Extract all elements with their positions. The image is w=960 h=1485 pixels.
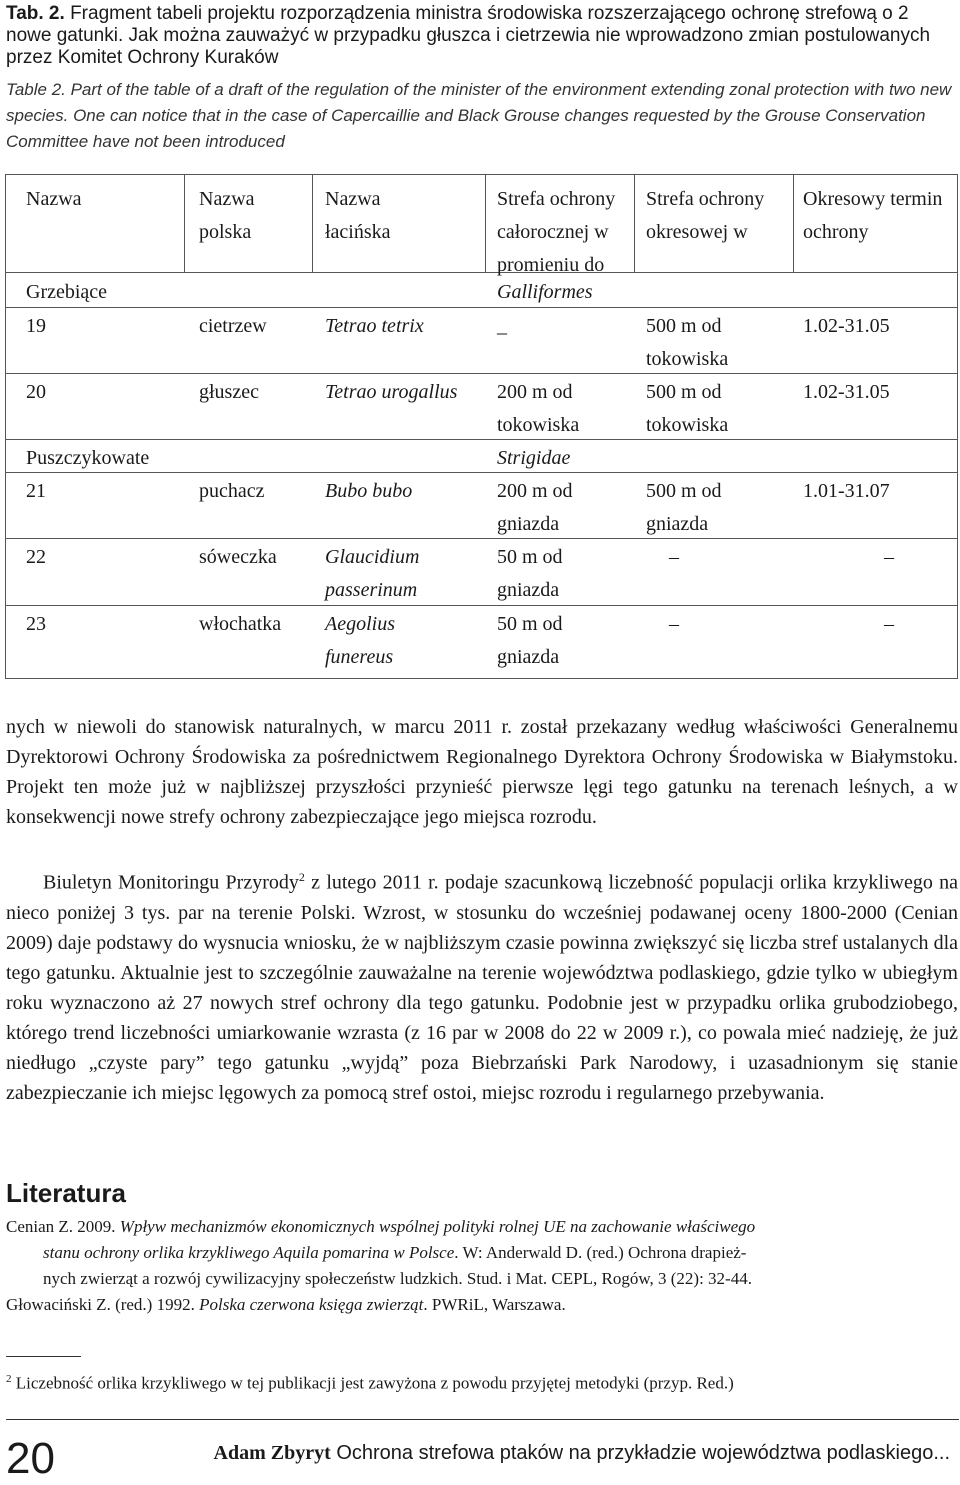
header-strefa-caloroczna: Strefa ochrony całorocznej w promieniu do (497, 188, 616, 276)
table-col-divider (634, 175, 635, 272)
group-name: Grzebiące (26, 281, 108, 303)
table-caption-label: Tab. 2. (6, 3, 65, 24)
footer-rule (6, 1419, 959, 1420)
species-polish: puchacz (199, 480, 265, 502)
footer-title: Ochrona strefowa ptaków na przykładzie województwa podlaskiego... (336, 1442, 950, 1464)
species-polish: głuszec (199, 381, 259, 403)
protection-term: – (884, 613, 894, 635)
species-latin: Aegolius funereus (325, 613, 395, 668)
header-nazwa-lacinska: Nazwa łacińska (325, 188, 391, 243)
zone-periodic: – (669, 613, 679, 635)
table-row-divider (6, 538, 957, 539)
table-caption-polish (6, 3, 958, 69)
zone-year-round: 50 m od gniazda (497, 546, 563, 601)
table-caption-english: Table 2. Part of the table of a draft of the regulation of the minister of the environment extending zonal protection with two new species. One can notice that in the case of Capercaillie and Black Grouse changes requested by the Grouse Conservation Committee have not been introduced (6, 80, 952, 151)
zone-periodic: – (669, 546, 679, 568)
table-row-divider (6, 373, 957, 374)
reference-entry: Głowaciński Z. (red.) 1992. Polska czerwona księga zwierząt. PWRiL, Warszawa. (6, 1295, 566, 1314)
row-number: 19 (26, 315, 46, 337)
table-col-divider (485, 175, 486, 272)
species-latin: Bubo bubo (325, 480, 413, 502)
header-nazwa-polska: Nazwa polska (199, 188, 255, 243)
footnote-ref: 2 (298, 870, 305, 884)
footer-author: Adam Zbyryt (213, 1442, 331, 1464)
footnote: $^2$ Liczebność orlika krzykliwego w tej publikacji jest zawyżona z powodu przyjętej metodyki (przyp. Red.) (6, 1373, 734, 1393)
group-latin: Galliformes (497, 281, 593, 303)
table-header-divider (6, 272, 957, 273)
table-row-divider (6, 439, 957, 440)
species-latin: Tetrao urogallus (325, 381, 458, 403)
reference-entry: Cenian Z. 2009. Wpływ mechanizmów ekonomicznych wspólnej polityki rolnej UE na zachowanie właściwego stanu ochrony orlika krzykliwego Aquila pomarina w Polsce. W: Anderwald D. (red.) Ochrona drapież- nych zwierząt a rozwój cywilizacyjny społeczeństw ludzkich. Stud. i Mat. CEPL, Rogów, 3 (22): 32-44. (6, 1217, 756, 1288)
table-caption-text: Fragment tabeli projektu rozporządzenia ministra środowiska rozszerzającego ochronę strefową o 2 nowe gatunki. Jak można zauważyć w przypadku głuszca i cietrzewia nie wprowadzono zmian postulowanych przez Komitet Ochrony Kuraków (6, 3, 931, 68)
regulation-table (5, 174, 958, 679)
zone-periodic: 500 m od gniazda (646, 480, 722, 535)
page-number: 20 (6, 1434, 55, 1483)
protection-term: – (884, 546, 894, 568)
zone-year-round: 50 m od gniazda (497, 613, 563, 668)
protection-term: 1.02-31.05 (803, 381, 890, 403)
footnote-rule (6, 1356, 81, 1357)
row-number: 22 (26, 546, 46, 568)
species-polish: cietrzew (199, 315, 267, 337)
table-row-divider (6, 307, 957, 308)
row-number: 20 (26, 381, 46, 403)
protection-term: 1.01-31.07 (803, 480, 890, 502)
group-latin: Strigidae (497, 447, 571, 469)
running-footer (214, 1442, 950, 1465)
species-latin: Tetrao tetrix (325, 315, 424, 337)
zone-year-round: 200 m od tokowiska (497, 381, 580, 436)
row-number: 21 (26, 480, 46, 502)
body-paragraph: nych w niewoli do stanowisk naturalnych, w marcu 2011 r. został przekazany według właściwości Generalnemu Dyrektorowi Ochrony Środowiska za pośrednictwem Regionalnego Dyrektora Ochrony Środowiska w Białymstoku. Projekt ten może już w najbliższej przyszłości przynieść pierwsze lęgi tego gatunku na terenach leśnych, a w konsekwencji nowe strefy ochrony zabezpieczające jego miejsca rozrodu. (6, 716, 958, 828)
header-nazwa: Nazwa (26, 188, 82, 210)
protection-term: 1.02-31.05 (803, 315, 890, 337)
body-paragraph: Biuletyn Monitoringu Przyrody$^2$ z lutego 2011 r. podaje szacunkową liczebność populacji orlika krzykliwego na nieco poniżej 3 tys. par na terenie Polski. Wzrost, w stosunku do wcześniej podawanej oceny 1800-2000 (Cenian 2009) daje podstawy do wysnucia wniosku, że w najbliższym czasie powinna zwiększyć się liczba stref ustalanych dla tego gatunku. Aktualnie jest to szczególnie zauważalne na terenie województwa podlaskiego, gdzie tylko w ubiegłym roku wyznaczono aż 27 nowych stref ochrony dla tego gatunku. Podobnie jest w przypadku orlika grubodziobego, którego trend liczebności umiarkowanie wzrasta (z 16 par w 2008 do 22 w 2009 r.), co powala mieć nadzieję, że już niedługo „czyste pary” tego gatunku „wyjdą” poza Biebrzański Park Narodowy, i uzasadnionym się stanie zabezpieczanie ich miejsc lęgowych za pomocą stref ostoi, miejsc rozrodu i regularnego przebywania. (6, 870, 958, 1104)
table-col-divider (793, 175, 794, 272)
header-termin-ochrony: Okresowy termin ochrony (803, 188, 943, 243)
species-latin: Glaucidium passerinum (325, 546, 420, 601)
zone-periodic: 500 m od tokowiska (646, 381, 729, 436)
table-row-divider (6, 605, 957, 606)
literature-heading: Literatura (6, 1178, 126, 1208)
zone-periodic: 500 m od tokowiska (646, 315, 729, 370)
group-name: Puszczykowate (26, 447, 150, 469)
species-polish: włochatka (199, 613, 282, 635)
zone-year-round: 200 m od gniazda (497, 480, 573, 535)
row-number: 23 (26, 613, 46, 635)
table-col-divider (184, 175, 185, 272)
table-col-divider (312, 175, 313, 272)
header-strefa-okresowa: Strefa ochrony okresowej w (646, 188, 765, 243)
species-polish: sóweczka (199, 546, 277, 568)
zone-year-round: _ (497, 315, 507, 337)
